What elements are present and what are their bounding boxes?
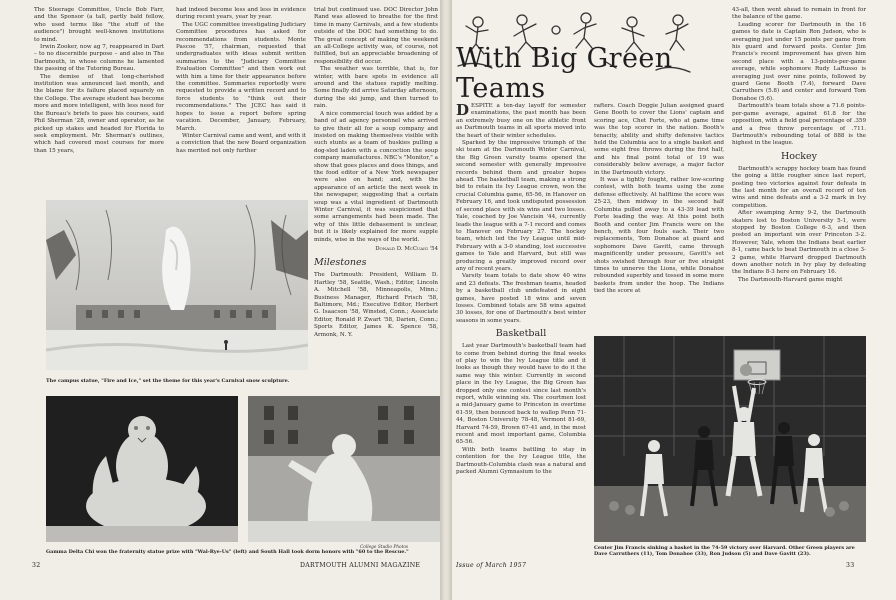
statue-prize-caption: Gamma Delta Chi won the fraternity statue prize with "Wal-Rye-Us" (left) and South Hall took dorm honors with "60 to the Rescue."	[46, 549, 409, 555]
paragraph: 43-all, then went ahead to remain in front for the balance of the game.	[732, 7, 866, 21]
right-col-1	[456, 103, 586, 555]
basketball-heading: Basketball	[495, 328, 547, 340]
paragraph: Last year Dartmouth's basketball team had to come from behind during the final weeks of play to win the Ivy League title and it looks as though they would have to do it the same way this winter. Currently in second place in the Ivy League, the Big Green has dropped only one contest since last month's report, while winning six. The courtmen lost a mid-January game to Princeton in overtime 61-59, then bounced back to wallop Penn 71-44, Boston University 78-48, Vermont 81-69, Harvard 74-59, Brown 67-41 and, in the most recent and most important game, Columbia 65-56.	[456, 343, 586, 446]
paragraph: Irwin Zooker, now ag 7, reappeared in Dart – to no discernible purpose – and also in The Dartmouth, in whose columns he lamented the passing of the Tutoring Bureau.	[34, 44, 164, 73]
article-headline: With Big Green Teams	[456, 43, 673, 104]
campus-statue-photo	[46, 200, 308, 370]
lead-paragraph: DESPITE a ten-day layoff for semester examinations, the past month has been an extremely busy one on the athletic front as Dartmouth teams in all sports moved into the heart of their winter schedules.	[456, 103, 586, 139]
left-col-1	[34, 7, 164, 197]
photo-credit: College Studio Photos	[360, 545, 409, 550]
paragraph: The demise of that long-cherished institution was announced last month, and the blame for its failure placed squarely on the College. The average student has become more and more intelligent, with less need for the Bureau's briefs to pass his courses, said Phil Sherman '28, owner and operator, as he picked up stakes and headed for Florida to seek employment. Mr. Sherman's outlines, which had covered most courses for more than 15 years,	[34, 73, 164, 154]
campus-statue-image	[46, 200, 308, 370]
issue-date: Issue of March 1957	[456, 562, 527, 569]
paragraph: The Steerage Committee, Uncle Bob Farr, and the Sponsor (a tall, partly bald fellow, who used terms like "the stuff of the audience") brought well-known institutions to mind.	[34, 7, 164, 43]
paragraph: Dartmouth's team totals show a 71.6 points-per-game average, against 61.8 for the opposition, with a field goal percentage of .359 and a free throw percentage of .711. Dartmouth's rebounding total of 888 is the highest in the league.	[732, 103, 866, 147]
paragraph: Winter Carnival came and went, and with it a conviction that the new Board organization has merited not only further	[176, 132, 306, 154]
basketball-photo	[594, 336, 866, 542]
harvard-game-image	[594, 336, 866, 542]
paragraph: Varsity team totals to date show 40 wins and 23 defeats. The freshman teams, headed by a basketball club undefeated in eight games, have posted 18 wins and seven losses. Combined totals are 58 wins against 30 losses, for one of Dartmouth's best winter seasons in some years.	[456, 273, 586, 324]
magazine-title: DARTMOUTH ALUMNI MAGAZINE	[300, 562, 421, 569]
paragraph: Sparked by the impressive triumph of the ski team at the Dartmouth Winter Carnival, the Big Green varsity teams opened the second semester with generally impressive records behind them and greater hopes ahead. The basketball team, making a strong bid to retain its Ivy League crown, won the crucial Columbia game, 65-56, in Hanover on February 16, and took undisputed possession of second place with six wins and two losses. Yale, coached by Joe Vancisin '44, currently leads the league with a 7-1 record and comes to Hanover on February 27. The hockey team, which led the Ivy League until mid-February with a 3-0 standing, lost successive games to Yale and Harvard, but still was producing a greatly improved record over any of recent years.	[456, 140, 586, 272]
paragraph: It was a tightly fought, rather low-scoring contest, with both teams using the zone defense effectively. At halftime the score was 25-23, then midway in the second half Columbia pulled away to a 43-39 lead with Forte leading the way. At this point both Booth and center Jim Francis were on the bench, with four fouls each. Their two replacements, Tom Donahoe at guard and sophomore Dave Gavitt, came through magnificently under pressure, Gavitt's set shots swished through four or five straight times to unnerve the Lions, while Donahoe rebounded superbly and tossed in some more baskets from under the hoop. The Indians tied the score at	[594, 177, 724, 295]
paragraph: had indeed become less and less in evidence during recent years, year by year.	[176, 7, 306, 21]
campus-statue-caption: The campus statue, "Fire and Ice," set the theme for this year's Carnival snow sculpture.	[46, 378, 290, 384]
right-col-2	[594, 103, 724, 331]
paragraph: rafters. Coach Doggie Julian assigned guard Gene Booth to cover the Lions' captain and scoring ace, Chet Forte, who at game time was the top scorer in the nation. Booth's tenacity, ability and shifty defensive tactics held the Columbia ace to a single basket and some eight free throws during the first half, and his final point total of 19 was considerably below average, a major factor in the Dartmouth victory.	[594, 103, 724, 176]
paragraph: The weather was terrible, that is, for winter, with bare spots in evidence all around and the statues rapidly melting. Some finally did arrive Saturday afternoon, during the ski jump, and then turned to rain.	[314, 66, 438, 110]
drop-cap: D	[456, 103, 470, 119]
paragraph: Leading scorer for Dartmouth in the 16 games to date is Captain Ron Judson, who is averaging just under 15 points per game from his guard and forward posts. Center Jim Francis's recent improvement has given him second place with a 13-points-per-game average, while sophomore Rudy LaRusso is averaging just over nine points, followed by guard Gene Booth (7.4), forward Dave Carruthers (5.8) and center and forward Tom Donahoe (5.6).	[732, 21, 866, 102]
left-col-3	[314, 7, 438, 382]
spine-gutter	[440, 0, 452, 600]
right-col-3	[732, 7, 866, 331]
paragraph: The Dartmouth-Harvard game might	[738, 276, 843, 283]
fraternity-statue-photo	[46, 396, 238, 542]
byline: Donald D. McCuaig '54	[375, 246, 438, 252]
paragraph: After swamping Army 9-2, the Dartmouth skaters lost to Boston University 5-1, were stopped by Boston College 6-3, and then posted an important win over Princeton 3-2. However, Yale, whom the Indians beat earlier 8-1, came back to beat Dartmouth in a close 3-2 game, while Harvard dropped Dartmouth down another notch in Ivy play by defeating the Indians 8-3 here on February 16.	[732, 210, 866, 276]
basketball-photo-caption: Center Jim Francis sinking a basket in the 74-59 victory over Harvard. Other Green players are Dave Carruthers (11), Tom Donahoe (33), Ron Judson (5) and Dave Gavitt (23).	[594, 545, 855, 557]
page-number-right: 33	[846, 562, 855, 569]
paragraph: With both teams battling to stay in contention for the Ivy League title, the Dartmouth-Columbia clash was a natural and packed Alumni Gymnasium to the	[456, 446, 586, 476]
sixty-to-rescue-image	[248, 396, 440, 542]
paragraph: A nice commercial touch was added by a band of ad agency personnel who arrived to give their all for a soup company and insisted on making themselves visible with such stunts as a team of huskies pulling a dog-sled laden with a concoction the soup company manufactures. NBC's "Monitor," a show that goes places and does things, and the food editor of a New York newspaper were also on hand; and, with the appearance of an article the next week in the newspaper, suggesting that a certain soup was a vital ingredient of Dartmouth Winter Carnival, it was suspicioned that some arrangements had been made. The why of this little debasement is unclear, but it is likely explained for more supple minds, wise in the ways of the world.	[314, 110, 438, 243]
paragraph: The UGC committee investigating Judiciary Committee procedures has asked for recommendations from students. Monte Pascoe '57, chairman, requested that undergraduates with ideas submit written summaries to the "Judiciary Committee Evaluation Committee" and then work out with him a time for their appearance before the committee. Summaries reportedly were requested to provide a written record and to force students to "think out their recommendations." The JCEC has said it hopes to issue a report before spring vacation. December, January, February, March.	[176, 21, 306, 132]
wal-rye-us-image	[46, 396, 238, 542]
paragraph: trial but continued use. DOC Director John Rand was allowed to breathe for the first time in many Carnivals, and a few students outside of the DOC had something to do. The great concept of making the weekend an all-College activity was, of course, not fulfilled, but an appreciable broadening of responsibility did occur.	[314, 7, 438, 65]
hockey-heading: Hockey	[780, 150, 818, 162]
left-page	[0, 0, 440, 600]
dorm-statue-photo	[248, 396, 440, 542]
left-col-2	[176, 7, 306, 197]
milestones-heading: Milestones	[314, 257, 367, 269]
milestones-text: The Dartmouth: President, William D. Hartley '58, Seattle, Wash.; Editor, Lincoln A. Mitchell '58, Minneapolis, Minn.; Business Manager, Richard Frisch '58, Baltimore, Md.; Executive Editor, Herbert G. Isaacson '58, Winsted, Conn.; Associate Editor, Ronald P. Zwart '58, Darien, Conn.; Sports Editor, James K. Spence '58, Armonk, N. Y.	[314, 272, 438, 338]
paragraph: Dartmouth's scrappy hockey team has found the going a little rougher since last report, posting two victories against four defeats in the last month for an overall record of ten wins and nine defeats and a 3-2 mark in Ivy competition.	[732, 165, 866, 209]
page-number-left: 32	[32, 562, 41, 569]
